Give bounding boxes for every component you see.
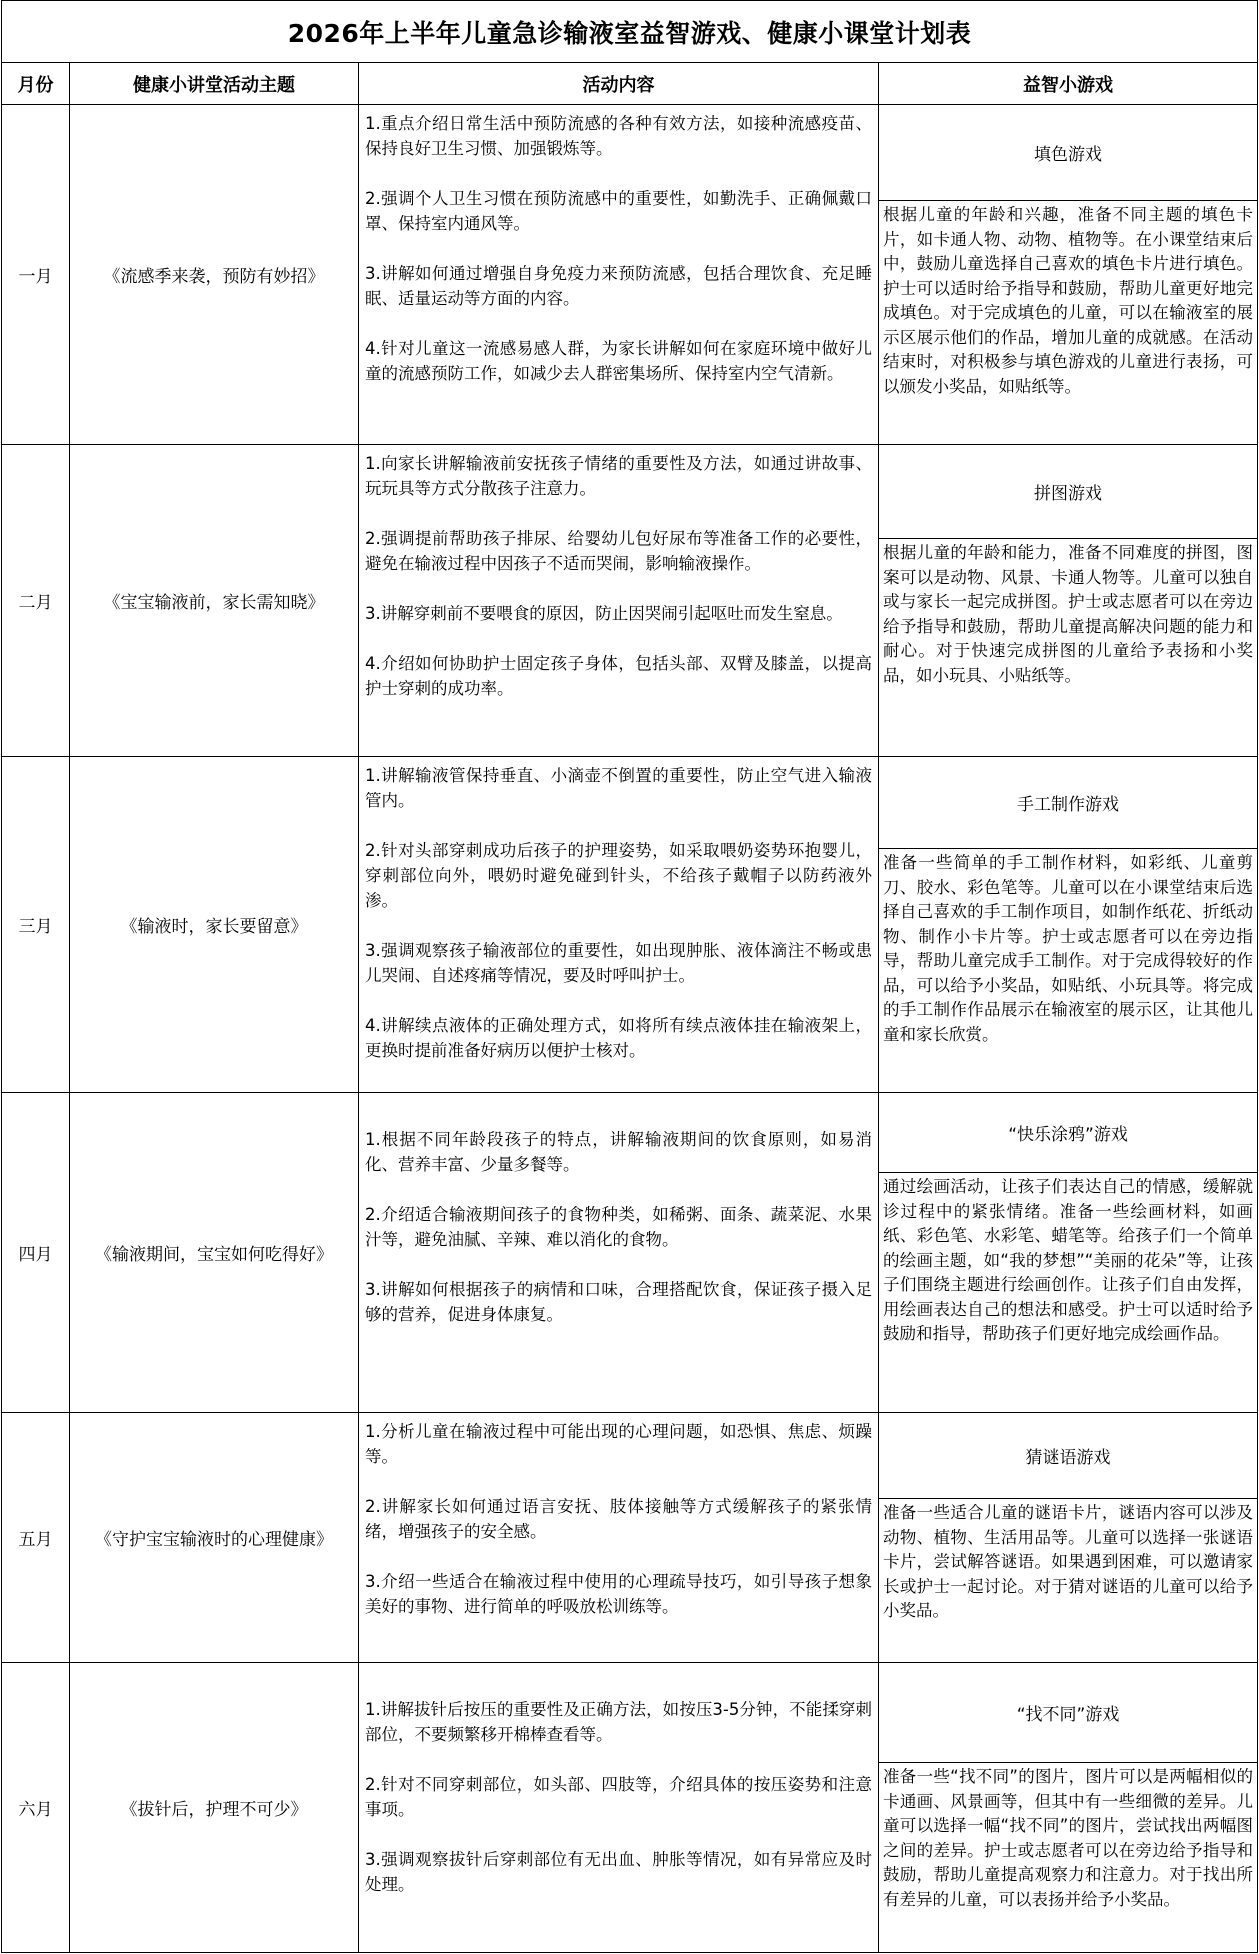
content-item: 1.分析儿童在输液过程中可能出现的心理问题，如恐惧、焦虑、烦躁等。 — [365, 1422, 872, 1466]
game-description: 根据儿童的年龄和能力，准备不同难度的拼图，图案可以是动物、风景、卡通人物等。儿童可以独自或与家长一起完成拼图。护士或志愿者可以在旁边给予指导和鼓励，帮助儿童提高解决问题的能力和耐心。对于快速完成拼图的儿童给予表扬和小奖品，如小玩具、小贴纸等。 — [883, 543, 1254, 685]
game-header: 益智小游戏 — [879, 63, 1258, 105]
theme-cell: 《宝宝输液前，家长需知晓》 — [70, 445, 359, 757]
content-cell — [359, 1413, 879, 1663]
table-row — [2, 445, 1258, 757]
content-item: 2.强调提前帮助孩子排尿、给婴幼儿包好尿布等准备工作的必要性，避免在输液过程中因孩子不适而哭闹，影响输液操作。 — [365, 529, 872, 573]
table-row — [2, 1413, 1258, 1663]
month-cell: 四月 — [2, 1093, 70, 1413]
game-name: “找不同”游戏 — [879, 1663, 1257, 1763]
game-name: “快乐涂鸦”游戏 — [879, 1093, 1257, 1173]
content-item: 3.讲解如何根据孩子的病情和口味，合理搭配饮食，保证孩子摄入足够的营养，促进身体康复。 — [365, 1280, 872, 1324]
content-cell — [359, 445, 879, 757]
content-cell — [359, 1093, 879, 1413]
page-title: 2026年上半年儿童急诊输液室益智游戏、健康小课堂计划表 — [2, 1, 1258, 63]
month-header: 月份 — [2, 63, 70, 105]
table-row — [2, 1093, 1258, 1413]
table-row — [2, 105, 1258, 445]
game-name: 手工制作游戏 — [879, 757, 1257, 849]
content-item: 3.强调观察拔针后穿刺部位有无出血、肿胀等情况，如有异常应及时处理。 — [365, 1850, 872, 1894]
theme-cell: 《流感季来袭，预防有妙招》 — [70, 105, 359, 445]
content-item: 1.重点介绍日常生活中预防流感的各种有效方法，如接种流感疫苗、保持良好卫生习惯、加强锻炼等。 — [365, 114, 872, 158]
theme-header: 健康小讲堂活动主题 — [70, 63, 359, 105]
theme-cell: 《守护宝宝输液时的心理健康》 — [70, 1413, 359, 1663]
game-cell — [879, 1663, 1258, 1953]
content-item: 2.介绍适合输液期间孩子的食物种类，如稀粥、面条、蔬菜泥、水果汁等，避免油腻、辛辣、难以消化的食物。 — [365, 1205, 872, 1249]
month-cell: 六月 — [2, 1663, 70, 1953]
game-name: 填色游戏 — [879, 105, 1257, 201]
content-item: 2.针对头部穿刺成功后孩子的护理姿势，如采取喂奶姿势环抱婴儿，穿刺部位向外，喂奶时避免碰到针头，不给孩子戴帽子以防药液外渗。 — [365, 841, 872, 910]
content-item: 4.介绍如何协助护士固定孩子身体，包括头部、双臂及膝盖，以提高护士穿刺的成功率。 — [365, 654, 872, 698]
game-cell — [879, 757, 1258, 1093]
content-item: 2.讲解家长如何通过语言安抚、肢体接触等方式缓解孩子的紧张情绪，增强孩子的安全感。 — [365, 1497, 872, 1541]
game-description: 准备一些适合儿童的谜语卡片，谜语内容可以涉及动物、植物、生活用品等。儿童可以选择一张谜语卡片，尝试解答谜语。如果遇到困难，可以邀请家长或护士一起讨论。对于猜对谜语的儿童可以给予小奖品。 — [883, 1503, 1254, 1620]
header-row — [2, 63, 1258, 105]
game-cell — [879, 105, 1258, 445]
month-cell: 五月 — [2, 1413, 70, 1663]
content-header: 活动内容 — [359, 63, 879, 105]
game-description: 通过绘画活动，让孩子们表达自己的情感，缓解就诊过程中的紧张情绪。准备一些绘画材料，如画纸、彩色笔、水彩笔、蜡笔等。给孩子们一个简单的绘画主题，如“我的梦想”“美丽的花朵”等，让孩子们围绕主题进行绘画创作。让孩子们自由发挥，用绘画表达自己的想法和感受。护士可以适时给予鼓励和指导，帮助孩子们更好地完成绘画作品。 — [883, 1177, 1254, 1343]
table-row — [2, 757, 1258, 1093]
game-description: 根据儿童的年龄和兴趣，准备不同主题的填色卡片，如卡通人物、动物、植物等。在小课堂结束后中，鼓励儿童选择自己喜欢的填色卡片进行填色。护士可以适时给予指导和鼓励，帮助儿童更好地完成填色。对于完成填色的儿童，可以在输液室的展示区展示他们的作品，增加儿童的成就感。在活动结束时，对积极参与填色游戏的儿童进行表扬，可以颁发小奖品，如贴纸等。 — [883, 205, 1254, 396]
content-item: 4.讲解续点液体的正确处理方式，如将所有续点液体挂在输液架上，更换时提前准备好病历以便护士核对。 — [365, 1016, 872, 1060]
game-name: 拼图游戏 — [879, 445, 1257, 539]
month-cell: 二月 — [2, 445, 70, 757]
content-item: 2.针对不同穿刺部位，如头部、四肢等，介绍具体的按压姿势和注意事项。 — [365, 1775, 872, 1819]
theme-cell: 《输液时，家长要留意》 — [70, 757, 359, 1093]
content-item: 1.讲解输液管保持垂直、小滴壶不倒置的重要性，防止空气进入输液管内。 — [365, 766, 872, 810]
game-cell — [879, 1413, 1258, 1663]
content-item: 3.介绍一些适合在输液过程中使用的心理疏导技巧，如引导孩子想象美好的事物、进行简单的呼吸放松训练等。 — [365, 1572, 872, 1616]
plan-table — [1, 0, 1258, 1953]
content-item: 1.讲解拔针后按压的重要性及正确方法，如按压3-5分钟，不能揉穿刺部位，不要频繁移开棉棒查看等。 — [365, 1700, 872, 1744]
content-item: 3.强调观察孩子输液部位的重要性，如出现肿胀、液体滴注不畅或患儿哭闹、自述疼痛等情况，要及时呼叫护士。 — [365, 941, 872, 985]
content-item: 4.针对儿童这一流感易感人群，为家长讲解如何在家庭环境中做好儿童的流感预防工作，如减少去人群密集场所、保持室内空气清新。 — [365, 339, 872, 383]
content-item: 1.向家长讲解输液前安抚孩子情绪的重要性及方法，如通过讲故事、玩玩具等方式分散孩子注意力。 — [365, 454, 872, 498]
game-description: 准备一些“找不同”的图片，图片可以是两幅相似的卡通画、风景画等，但其中有一些细微的差异。儿童可以选择一幅“找不同”的图片，尝试找出两幅图之间的差异。护士或志愿者可以在旁边给予指导和鼓励，帮助儿童提高观察力和注意力。对于找出所有差异的儿童，可以表扬并给予小奖品。 — [883, 1767, 1254, 1909]
content-cell — [359, 1663, 879, 1953]
game-name: 猜谜语游戏 — [879, 1413, 1257, 1499]
table-row — [2, 1663, 1258, 1953]
month-cell: 三月 — [2, 757, 70, 1093]
theme-cell: 《输液期间，宝宝如何吃得好》 — [70, 1093, 359, 1413]
game-cell — [879, 1093, 1258, 1413]
content-item: 2.强调个人卫生习惯在预防流感中的重要性，如勤洗手、正确佩戴口罩、保持室内通风等。 — [365, 189, 872, 233]
content-item: 1.根据不同年龄段孩子的特点，讲解输液期间的饮食原则，如易消化、营养丰富、少量多餐等。 — [365, 1130, 872, 1174]
game-description: 准备一些简单的手工制作材料，如彩纸、儿童剪刀、胶水、彩色笔等。儿童可以在小课堂结束后选择自己喜欢的手工制作项目，如制作纸花、折纸动物、制作小卡片等。护士或志愿者可以在旁边指导，帮助儿童完成手工制作。对于完成得较好的作品，可以给予小奖品，如贴纸、小玩具等。将完成的手工制作作品展示在输液室的展示区，让其他儿童和家长欣赏。 — [883, 853, 1254, 1044]
content-item: 3.讲解如何通过增强自身免疫力来预防流感，包括合理饮食、充足睡眠、适量运动等方面的内容。 — [365, 264, 872, 308]
month-cell: 一月 — [2, 105, 70, 445]
content-item: 3.讲解穿刺前不要喂食的原因，防止因哭闹引起呕吐而发生窒息。 — [365, 604, 843, 623]
theme-cell: 《拔针后，护理不可少》 — [70, 1663, 359, 1953]
game-cell — [879, 445, 1258, 757]
content-cell — [359, 105, 879, 445]
content-cell — [359, 757, 879, 1093]
